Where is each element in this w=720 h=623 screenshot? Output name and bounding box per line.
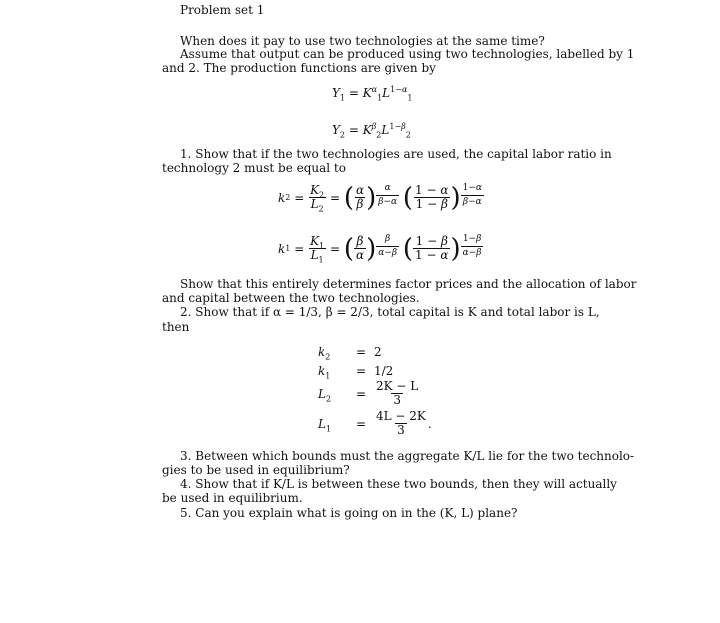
intro-line-2: and 2. The production functions are given by — [162, 61, 436, 75]
result-k2-value: 2 — [374, 345, 382, 359]
q1-line-2: technology 2 must be equal to — [162, 161, 346, 175]
result-L2-numerator: 2K − L — [376, 379, 419, 393]
equation-k1: k 1 = $\frac{K_1}{L_1}$ = ( $\frac{\beta}{\alpha}$ ) $\frac{\beta}{\alpha-\beta}$ ( $\frac{1 - \beta}{1 - \alpha}$ ) $\frac{1-\beta}{\alpha-\beta}$ — [278, 233, 482, 265]
result-L2: $L_2$ = $\frac{2K - L}{3}$ — [318, 379, 419, 407]
equation-y2: $Y_2 = K^\beta_2L^{1-\beta}_2$ — [332, 122, 411, 140]
q4-line-2: be used in equilibrium. — [162, 491, 303, 505]
q2-line-1: 2. Show that if α = 1/3, β = 2/3, total capital is K and total labor is L, — [180, 305, 600, 319]
after-k-line-2: and capital between the two technologies. — [162, 291, 420, 305]
q3-line-1: 3. Between which bounds must the aggregate K/L lie for the two technolo- — [180, 449, 635, 463]
intro-line-1: Assume that output can be produced using two technologies, labelled by 1 — [180, 47, 635, 61]
result-L1-denominator: 3 — [397, 423, 405, 437]
q1-line-1: 1. Show that if the two technologies are used, the capital labor ratio in — [180, 147, 612, 161]
equation-y1: $Y_1 = K^\alpha_1L^{1-\alpha}_1$ — [332, 85, 413, 103]
after-k-line-1: Show that this entirely determines factor prices and the allocation of labor — [180, 277, 637, 291]
q3-line-2: gies to be used in equilibrium? — [162, 463, 350, 477]
intro-question: When does it pay to use two technologies at the same time? — [180, 34, 545, 48]
result-L1: $L_1$ = $\frac{4L - 2K}{3}$ . — [318, 409, 432, 437]
result-k2: $k_2$ = 2 — [318, 345, 382, 362]
result-k1: $k_1$ = 1/2 — [318, 364, 394, 381]
equation-k2: k 2 = $\frac{K_2}{L_2}$ = ( $\frac{\alpha}{\beta}$ ) $\frac{\alpha}{\beta-\alpha}$ ( $\frac{1 - \alpha}{1 - \beta}$ ) $\frac{1-\alpha}{\beta-\alpha}$ — [278, 182, 482, 214]
result-k1-value: 1/2 — [374, 364, 394, 378]
q2-line-2: then — [162, 320, 190, 334]
result-L1-numerator: 4L − 2K — [376, 409, 426, 423]
q5-line-1: 5. Can you explain what is going on in the (K, L) plane? — [180, 506, 518, 520]
page-header: Problem set 1 — [180, 3, 265, 17]
result-L2-denominator: 3 — [393, 393, 401, 407]
q4-line-1: 4. Show that if K/L is between these two bounds, then they will actually — [180, 477, 617, 491]
